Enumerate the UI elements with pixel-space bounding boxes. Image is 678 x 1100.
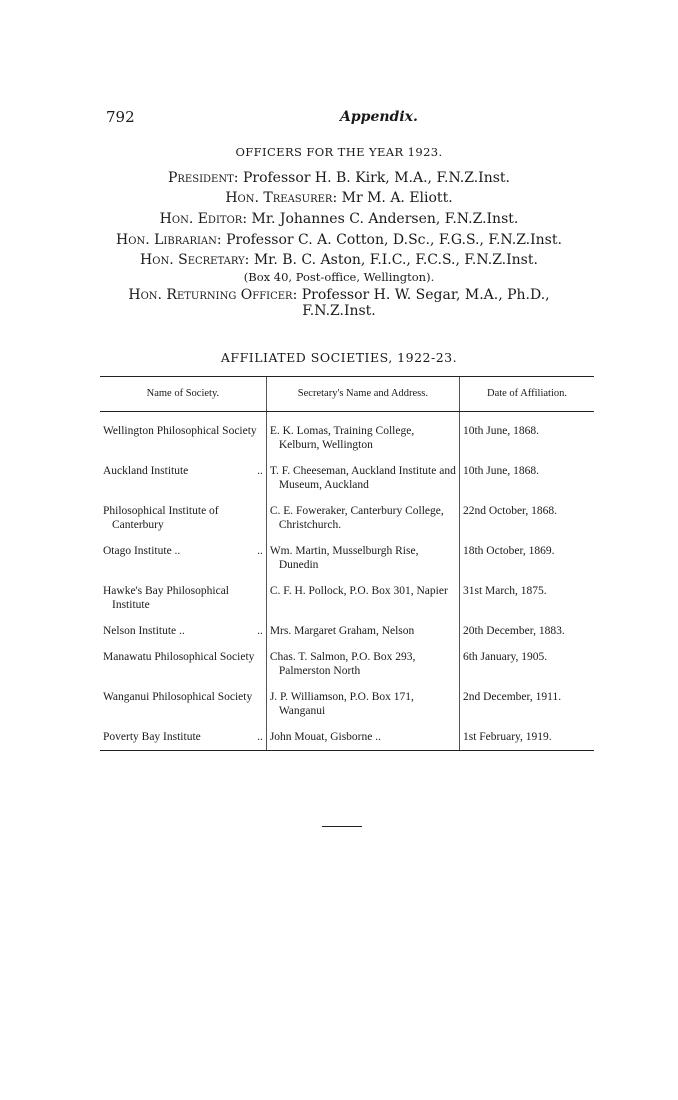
dot-leader (257, 650, 263, 664)
table-row (100, 730, 594, 751)
date-cell (459, 464, 594, 504)
dot-leader: .. (257, 465, 263, 477)
date-text: 20th December, 1883. (462, 625, 565, 637)
officer-name: Professor H. B. Kirk, M.A., F.N.Z.Inst. (242, 170, 510, 186)
table-row (100, 690, 594, 730)
society-name: Hawke's Bay Philosophical Institute (103, 585, 230, 611)
table-row (100, 464, 594, 504)
secretary-cell (266, 730, 459, 751)
society-name: Auckland Institute (103, 465, 189, 477)
officer-name: Professor C. A. Cotton, D.Sc., F.G.S., F.N.Z.Inst. (226, 232, 562, 248)
secretary-cell (266, 544, 459, 584)
table-row (100, 584, 594, 624)
secretary-text: Chas. T. Salmon, P.O. Box 293, Palmerston North (269, 651, 416, 677)
officer-name-continued: F.N.Z.Inst. (302, 303, 376, 319)
table-row (100, 650, 594, 690)
officer-name: Mr. B. C. Aston, F.I.C., F.C.S., F.N.Z.Inst. (253, 252, 538, 268)
date-cell (459, 504, 594, 544)
officer-role: Hon. Secretary (140, 252, 245, 268)
secretary-text: Mrs. Margaret Graham, Nelson (269, 625, 415, 637)
dot-leader (257, 690, 263, 704)
date-text: 6th January, 1905. (462, 651, 548, 663)
date-text: 1st February, 1919. (462, 731, 552, 743)
society-name: Nelson Institute .. (103, 625, 185, 637)
officer-librarian: Hon. Librarian: Professor C. A. Cotton, D.Sc., F.G.S., F.N.Z.Inst. (116, 232, 562, 248)
society-name: Poverty Bay Institute (103, 731, 201, 743)
officer-name: Mr M. A. Eliott. (341, 190, 453, 206)
dot-leader (257, 504, 263, 532)
officer-role: President (167, 170, 234, 186)
society-name-cell (100, 584, 266, 624)
officer-role: Hon. Editor (159, 211, 243, 227)
dot-leader (257, 584, 263, 612)
society-name-cell (100, 464, 266, 504)
society-name-cell (100, 504, 266, 544)
officer-role: Hon. Librarian (116, 232, 217, 248)
society-name-cell (100, 544, 266, 584)
page-number: 792 (106, 108, 135, 126)
society-name-cell (100, 730, 266, 751)
secretary-text: T. F. Cheeseman, Auckland Institute and Museum, Auckland (269, 465, 456, 491)
society-name-cell (100, 624, 266, 650)
society-name-cell (100, 690, 266, 730)
date-text: 22nd October, 1868. (462, 505, 558, 517)
secretary-cell (266, 624, 459, 650)
secretary-cell (266, 650, 459, 690)
date-text: 18th October, 1869. (462, 545, 555, 557)
secretary-text: E. K. Lomas, Training College, Kelburn, Wellington (269, 425, 415, 451)
running-head: Appendix. (340, 109, 418, 125)
secretary-text: Wm. Martin, Musselburgh Rise, Dunedin (269, 545, 419, 571)
secretary-cell (266, 412, 459, 465)
date-text: 31st March, 1875. (462, 585, 547, 597)
society-name-cell (100, 650, 266, 690)
date-cell (459, 544, 594, 584)
secretary-cell (266, 584, 459, 624)
officer-president: President: Professor H. B. Kirk, M.A., F.N.Z.Inst. (167, 170, 510, 186)
officer-returning-officer: Hon. Returning Officer: Professor H. W. Segar, M.A., Ph.D., (128, 287, 550, 303)
society-name-cell (100, 412, 266, 465)
date-cell (459, 730, 594, 751)
officer-secretary: Hon. Secretary: Mr. B. C. Aston, F.I.C., F.C.S., F.N.Z.Inst. (140, 252, 538, 268)
officer-name: Mr. Johannes C. Andersen, F.N.Z.Inst. (251, 211, 519, 227)
table-row (100, 544, 594, 584)
secretary-text: C. E. Foweraker, Canterbury College, Christchurch. (269, 505, 444, 531)
society-name: Wellington Philosophical Society (103, 425, 257, 437)
society-name: Wanganui Philosophical Society (103, 691, 253, 703)
dot-leader (257, 424, 263, 438)
officer-role: Hon. Returning Officer (128, 287, 293, 303)
officer-editor: Hon. Editor: Mr. Johannes C. Andersen, F.N.Z.Inst. (159, 211, 519, 227)
secretary-text: C. F. H. Pollock, P.O. Box 301, Napier (269, 585, 448, 597)
secretary-text: John Mouat, Gisborne .. (269, 731, 381, 743)
officers-heading: OFFICERS FOR THE YEAR 1923. (235, 145, 443, 159)
column-header-date: Date of Affiliation. (459, 377, 594, 412)
dot-leader: .. (257, 625, 263, 637)
section-rule (322, 826, 362, 827)
dot-leader: .. (257, 731, 263, 743)
date-cell (459, 690, 594, 730)
society-name: Otago Institute .. (103, 545, 181, 557)
secretary-address: (Box 40, Post-office, Wellington). (243, 270, 435, 284)
date-text: 10th June, 1868. (462, 465, 539, 477)
date-text: 2nd December, 1911. (462, 691, 562, 703)
society-name: Manawatu Philosophical Society (103, 651, 255, 663)
affiliated-societies-table (100, 376, 594, 751)
secretary-text: J. P. Williamson, P.O. Box 171, Wanganui (269, 691, 414, 717)
society-name: Philosophical Institute of Canterbury (103, 505, 219, 531)
table-row (100, 504, 594, 544)
officer-treasurer: Hon. Treasurer: Mr M. A. Eliott. (225, 190, 453, 206)
date-cell (459, 624, 594, 650)
column-header-society: Name of Society. (100, 377, 266, 412)
date-cell (459, 412, 594, 465)
secretary-cell (266, 690, 459, 730)
date-cell (459, 650, 594, 690)
table-header-row (100, 377, 594, 412)
date-text: 10th June, 1868. (462, 425, 539, 437)
secretary-cell (266, 464, 459, 504)
officer-name: Professor H. W. Segar, M.A., Ph.D., (301, 287, 550, 303)
dot-leader: .. (257, 545, 263, 557)
secretary-cell (266, 504, 459, 544)
table-row (100, 624, 594, 650)
affiliated-heading: AFFILIATED SOCIETIES, 1922-23. (220, 350, 458, 365)
date-cell (459, 584, 594, 624)
column-header-secretary: Secretary's Name and Address. (266, 377, 459, 412)
officer-role: Hon. Treasurer (225, 190, 333, 206)
table-row (100, 412, 594, 465)
